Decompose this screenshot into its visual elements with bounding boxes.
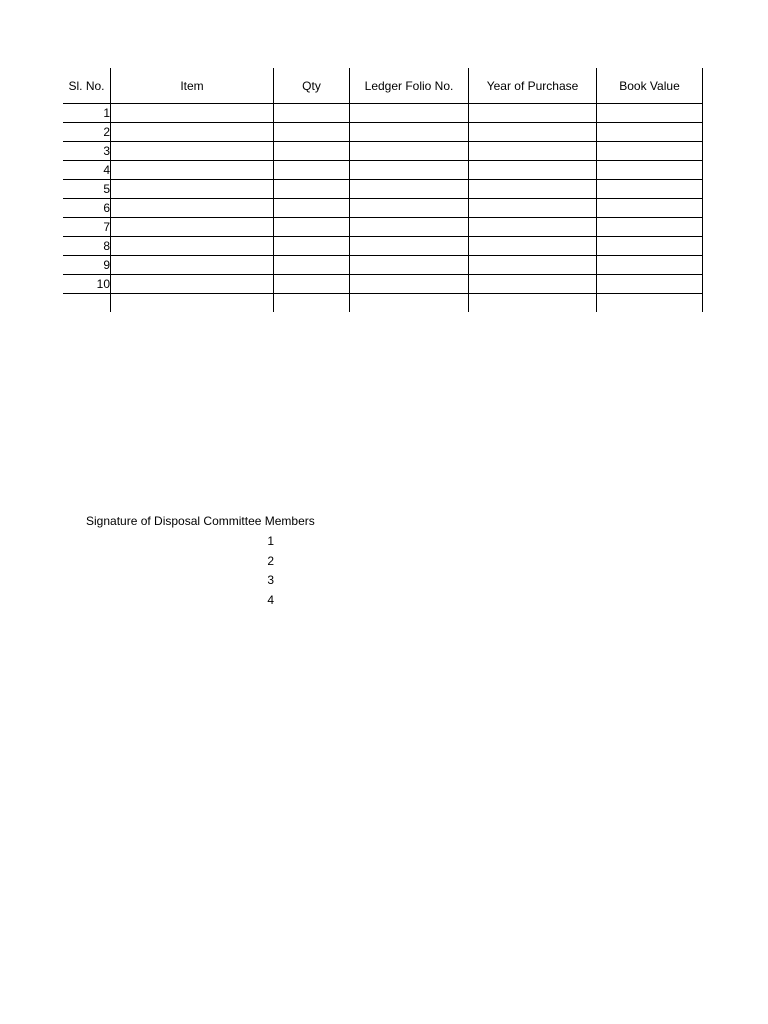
header-book-value[interactable]: Book Value [597, 68, 703, 104]
cell-qty[interactable] [274, 199, 350, 218]
cell-item[interactable] [111, 180, 274, 199]
cell-sl-no[interactable]: 10 [63, 275, 111, 294]
cell-year-of-purchase[interactable] [469, 294, 597, 313]
cell-ledger-folio[interactable] [350, 218, 469, 237]
cell-item[interactable] [111, 256, 274, 275]
cell-qty[interactable] [274, 123, 350, 142]
table-row [63, 161, 703, 180]
cell-ledger-folio[interactable] [350, 294, 469, 313]
signature-section [86, 512, 315, 607]
cell-book-value[interactable] [597, 123, 703, 142]
cell-qty[interactable] [274, 294, 350, 313]
cell-item[interactable] [111, 161, 274, 180]
cell-ledger-folio[interactable] [350, 237, 469, 256]
signature-member-number[interactable]: 1 [267, 534, 274, 548]
cell-item[interactable] [111, 237, 274, 256]
table-header-row [63, 68, 703, 104]
table-row [63, 218, 703, 237]
cell-year-of-purchase[interactable] [469, 199, 597, 218]
table-row [63, 199, 703, 218]
cell-item[interactable] [111, 218, 274, 237]
cell-ledger-folio[interactable] [350, 123, 469, 142]
cell-qty[interactable] [274, 104, 350, 123]
cell-ledger-folio[interactable] [350, 161, 469, 180]
cell-sl-no[interactable]: 1 [63, 104, 111, 123]
table-row [63, 123, 703, 142]
cell-book-value[interactable] [597, 275, 703, 294]
cell-sl-no[interactable]: 7 [63, 218, 111, 237]
cell-sl-no[interactable]: 6 [63, 199, 111, 218]
table-row [63, 256, 703, 275]
cell-qty[interactable] [274, 161, 350, 180]
cell-ledger-folio[interactable] [350, 104, 469, 123]
signature-member-number[interactable]: 2 [267, 553, 274, 568]
cell-book-value[interactable] [597, 256, 703, 275]
cell-book-value[interactable] [597, 199, 703, 218]
cell-year-of-purchase[interactable] [469, 256, 597, 275]
header-sl-no[interactable]: Sl. No. [63, 68, 111, 104]
header-ledger-folio-no[interactable]: Ledger Folio No. [350, 68, 469, 104]
cell-qty[interactable] [274, 218, 350, 237]
cell-year-of-purchase[interactable] [469, 104, 597, 123]
cell-item[interactable] [111, 142, 274, 161]
cell-year-of-purchase[interactable] [469, 275, 597, 294]
cell-year-of-purchase[interactable] [469, 180, 597, 199]
table-row [63, 275, 703, 294]
cell-ledger-folio[interactable] [350, 275, 469, 294]
cell-ledger-folio[interactable] [350, 199, 469, 218]
cell-book-value[interactable] [597, 180, 703, 199]
table-row [63, 294, 703, 313]
cell-sl-no[interactable]: 9 [63, 256, 111, 275]
header-item[interactable]: Item [111, 68, 274, 104]
cell-ledger-folio[interactable] [350, 142, 469, 161]
cell-qty[interactable] [274, 256, 350, 275]
signature-member-number[interactable]: 4 [267, 592, 274, 607]
cell-item[interactable] [111, 275, 274, 294]
table-row [63, 142, 703, 161]
cell-book-value[interactable] [597, 161, 703, 180]
cell-sl-no[interactable] [63, 294, 111, 313]
header-qty[interactable]: Qty [274, 68, 350, 104]
cell-qty[interactable] [274, 142, 350, 161]
signature-title[interactable]: Signature of Disposal Committee Members [86, 514, 315, 528]
cell-item[interactable] [111, 294, 274, 313]
cell-sl-no[interactable]: 5 [63, 180, 111, 199]
cell-ledger-folio[interactable] [350, 180, 469, 199]
cell-sl-no[interactable]: 3 [63, 142, 111, 161]
cell-year-of-purchase[interactable] [469, 237, 597, 256]
table-row [63, 104, 703, 123]
signature-member-number[interactable]: 3 [267, 573, 274, 587]
cell-book-value[interactable] [597, 218, 703, 237]
cell-book-value[interactable] [597, 294, 703, 313]
cell-book-value[interactable] [597, 142, 703, 161]
header-year-of-purchase[interactable]: Year of Purchase [469, 68, 597, 104]
table-row [63, 180, 703, 199]
cell-qty[interactable] [274, 237, 350, 256]
cell-qty[interactable] [274, 275, 350, 294]
signature-member-list [264, 532, 274, 610]
cell-book-value[interactable] [597, 237, 703, 256]
cell-book-value[interactable] [597, 104, 703, 123]
cell-year-of-purchase[interactable] [469, 161, 597, 180]
cell-item[interactable] [111, 123, 274, 142]
cell-year-of-purchase[interactable] [469, 142, 597, 161]
cell-sl-no[interactable]: 8 [63, 237, 111, 256]
cell-ledger-folio[interactable] [350, 256, 469, 275]
table-row [63, 237, 703, 256]
cell-year-of-purchase[interactable] [469, 218, 597, 237]
cell-year-of-purchase[interactable] [469, 123, 597, 142]
cell-item[interactable] [111, 199, 274, 218]
cell-sl-no[interactable]: 4 [63, 161, 111, 180]
cell-qty[interactable] [274, 180, 350, 199]
cell-item[interactable] [111, 104, 274, 123]
cell-sl-no[interactable]: 2 [63, 123, 111, 142]
disposal-items-table [63, 68, 703, 312]
